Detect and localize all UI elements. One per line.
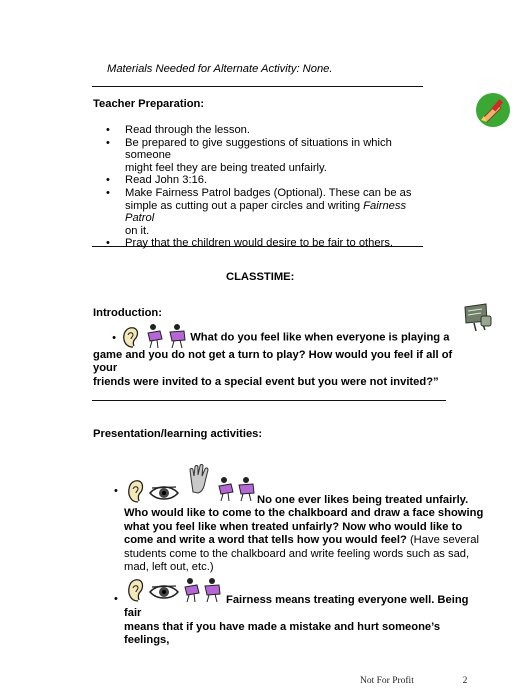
- presentation-item-2: Fairness means treating everyone well. Being fair means that if you have made a mistake and hurt someone’s feelings,: [124, 594, 469, 647]
- ear-icon: [119, 325, 141, 349]
- materials-line: [107, 63, 333, 75]
- divider: [92, 86, 423, 87]
- presentation-heading: Presentation/learning activities:: [93, 428, 263, 440]
- page-number: 2: [462, 676, 468, 686]
- list-item: • Read John 3:16.: [106, 174, 208, 187]
- footer: [360, 676, 467, 686]
- list-item: • Be prepared to give suggestions of situations in which someone might feel they are being treated unfairly.: [106, 136, 392, 174]
- materials-value: None.: [302, 63, 333, 75]
- presentation-item-1: No one ever likes being treated unfairly. Who would like to come to the chalkboard and draw a face showing what you feel like when treated unfairly? Now who would like to come and write a word that tells how you would feel? (Have several students come to the chalkboard and write feeling words such as sad, mad, left out, etc.): [124, 494, 484, 574]
- list-item: • Read through the lesson.: [106, 124, 251, 136]
- list-item: • Pray that the children would desire to be fair to others.: [106, 237, 394, 250]
- introduction-heading: Introduction:: [93, 307, 162, 319]
- list-item: • Make Fairness Patrol badges (Optional). These can be as simple as cutting out a paper circles and writing Fairness Patrol on it.: [106, 186, 412, 237]
- materials-label: Materials Needed for Alternate Activity:: [107, 63, 300, 75]
- teacher-prep-heading: Teacher Preparation:: [93, 98, 205, 110]
- writing-hand-icon: [475, 92, 511, 131]
- divider: [92, 246, 423, 247]
- divider: [92, 400, 446, 401]
- classtime-heading: CLASSTIME:: [226, 271, 295, 283]
- bullet: •: [114, 485, 118, 497]
- introduction-text: • What do you feel like when everyone is playing a game and you do not get a turn to play? How would you feel if all of your friends were invited to a special event but you were not invited?”: [93, 323, 473, 389]
- kids-icon: [144, 323, 190, 349]
- bullet: •: [114, 593, 118, 605]
- footer-text: Not For Profit: [360, 676, 414, 686]
- teacher-prep-list: [106, 124, 428, 250]
- hand-icon: [186, 464, 212, 497]
